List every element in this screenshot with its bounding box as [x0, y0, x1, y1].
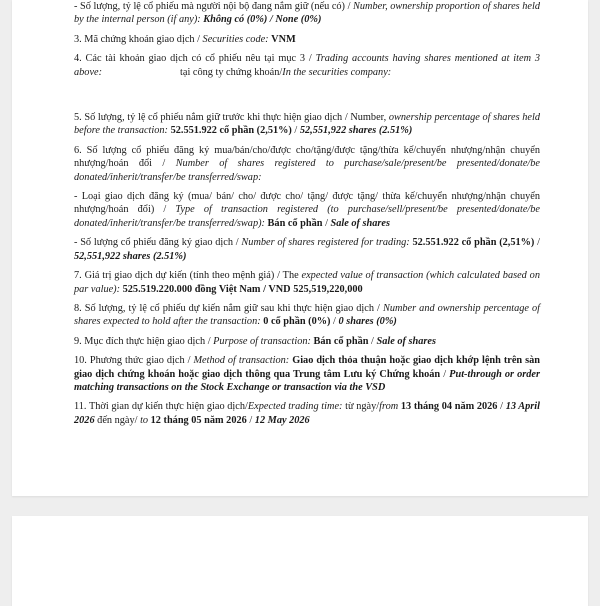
item-2b-insider-holding: - Số lượng, tỷ lệ cổ phiếu mà người nội bộ đang nắm giữ (nếu có) / Number, ownership proportion of shares held by the internal person (if any): Không có (0%) / None (0%)	[74, 1, 540, 26]
item-8-holding-after: 8. Số lượng, tỷ lệ cổ phiếu dự kiến nắm giữ sau khi thực hiện giao dịch / Number and ownership percentage of shares expected to hold after the transaction: 0 cổ phần (0%) / 0 shares (0%)	[74, 302, 541, 328]
item-6a-transaction-type: - Loại giao dịch đăng ký (mua/ bán/ cho/ được cho/ tặng/ được tặng/ thừa kế/chuyển nhượng/nhận chuyển nhượng/hoán đổi) / Type of transaction registered (to purchase/sell/present/be presented/donate/be donated/inherit/transfer/be transferred/swap): Bán cổ phần / Sale of shares	[74, 191, 540, 229]
item-11-trading-time: 11. Thời gian dự kiến thực hiện giao dịch/Expected trading time: từ ngày/from 13 tháng 04 năm 2026 / 13 April 2026 đến ngày/ to 12 tháng 05 năm 2026 / 12 May 2026	[74, 401, 541, 426]
item-4-trading-accounts: 4. Các tài khoản giao dịch có cổ phiếu nêu tại mục 3 / Trading accounts having shares mentioned at item 3 above: tại công ty chứng khoán/In the securities company:	[74, 53, 540, 78]
item-10-method: 10. Phương thức giao dịch / Method of transaction: Giao dịch thỏa thuận hoặc giao dịch khớp lệnh trên sàn giao dịch chứng khoán hoặc giao dịch thông qua Trung tâm Lưu ký Chứng khoán / Put-through or order matching transactions on the Stock Exchange or transaction via the VSD	[74, 355, 540, 393]
item-5-holding-before: 5. Số lượng, tỷ lệ cổ phiếu nắm giữ trước khi thực hiện giao dịch / Number, ownership percentage of shares held before the transaction: 52.551.922 cổ phần (2,51%) / 52,551,922 shares (2.51%)	[74, 112, 540, 137]
item-6-shares-registered: 6. Số lượng cổ phiếu đăng ký mua/bán/cho/được cho/tặng/được tặng/thừa kế/chuyển nhượng/nhận chuyển nhượng/hoán đổi / Number of shares registered to purchase/sale/present/be presented/donate/be donated/inherit/transfer/be transferred/swap:	[74, 144, 540, 183]
item-3-securities-code: 3. Mã chứng khoán giao dịch / Securities code: VNM	[74, 33, 296, 45]
item-6b-shares-for-trading: - Số lượng cổ phiếu đăng ký giao dịch / Number of shares registered for trading: 52.551.922 cổ phần (2,51%) / 52,551,922 shares (2.51%)	[74, 237, 541, 262]
next-page	[12, 516, 588, 606]
item-9-purpose: 9. Mục đích thực hiện giao dịch / Purpose of transaction: Bán cổ phần / Sale of shares	[74, 335, 436, 347]
document-body	[74, 0, 540, 433]
document-page	[12, 0, 588, 496]
item-7-expected-value: 7. Giá trị giao dịch dự kiến (tính theo mệnh giá) / The expected value of transaction (which calculated based on par value): 525.519.220.000 đồng Việt Nam / VND 525,519,220,000	[74, 270, 540, 295]
